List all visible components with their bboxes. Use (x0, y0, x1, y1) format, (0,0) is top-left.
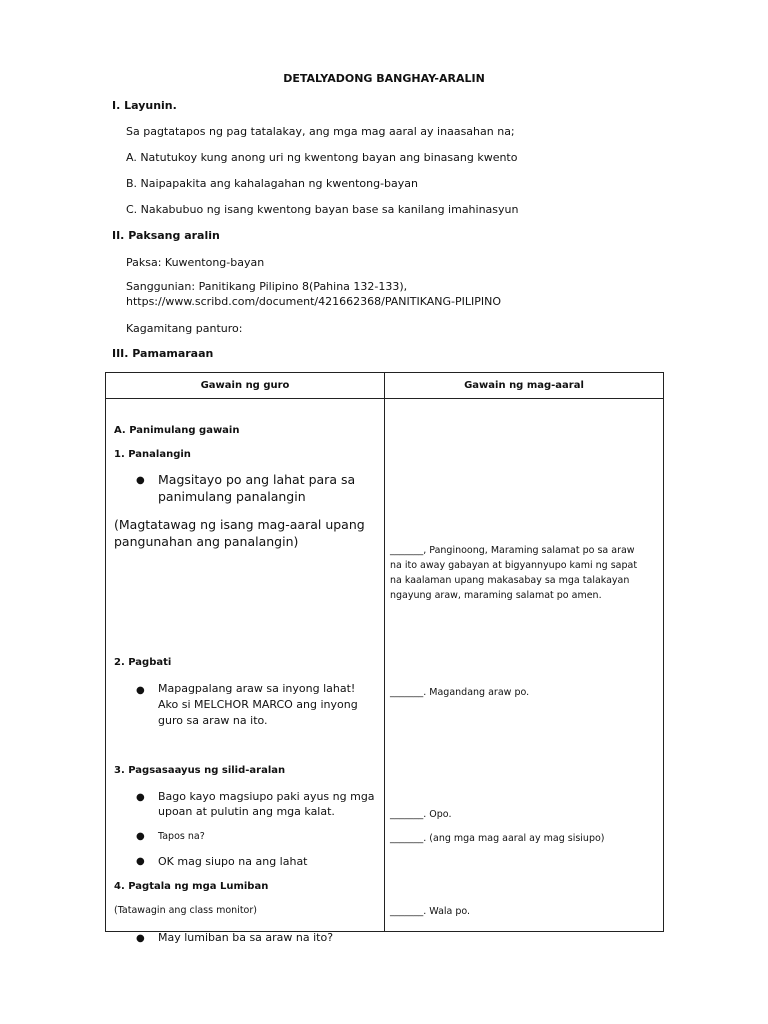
tapos-na-line: Tapos na? (158, 831, 205, 842)
panalangin-heading: 1. Panalangin (114, 449, 191, 460)
teacher-activities-cell (106, 399, 385, 944)
section-1-heading: I. Layunin. (112, 99, 177, 112)
student-activities-cell (385, 399, 664, 932)
kagamitan-line: Kagamitang panturo: (126, 322, 243, 335)
pagtala-note: (Tatawagin ang class monitor) (114, 905, 257, 916)
objectives-intro: Sa pagtatapos ng pag tatalakay, ang mga mag aaral ay inaasahan na; (126, 125, 515, 138)
bullet-icon: ● (136, 856, 145, 867)
bullet-icon: ● (136, 792, 145, 803)
student-absent: _______. Wala po. (390, 906, 471, 917)
bullet-icon: ● (136, 831, 145, 842)
lumiban-question: May lumiban ba sa araw na ito? (158, 931, 334, 944)
teacher-column-header: Gawain ng guro (106, 373, 385, 399)
sanggunian-url: https://www.scribd.com/document/421662368/PANITIKANG-PILIPINO (126, 295, 501, 308)
objective-a: A. Natutukoy kung anong uri ng kwentong bayan ang binasang kwento (126, 151, 518, 164)
student-prayer-3: na kaalaman upang makasabay sa mga talakayan (390, 575, 630, 586)
pagbati-line-2: Ako si MELCHOR MARCO ang inyong (158, 698, 358, 711)
student-prayer-4: ngayung araw, maraming salamat po amen. (390, 590, 602, 601)
panalangin-instruction-2: panimulang panalangin (158, 489, 306, 504)
pagtala-heading: 4. Pagtala ng mga Lumiban (114, 881, 269, 892)
lesson-procedure-table (105, 372, 664, 944)
section-3-heading: III. Pamamaraan (112, 347, 214, 360)
objective-c: C. Nakabubuo ng isang kwentong bayan base sa kanilang imahinasyun (126, 203, 519, 216)
student-prayer-1: _______, Panginoong, Maraming salamat po sa araw (390, 545, 635, 556)
panimulang-gawain-heading: A. Panimulang gawain (114, 425, 240, 436)
pagsasaayus-heading: 3. Pagsasaayus ng silid-aralan (114, 765, 286, 776)
panalangin-instruction-1: Magsitayo po ang lahat para sa (158, 472, 356, 487)
bullet-icon: ● (136, 933, 145, 944)
pagbati-line-1: Mapagpalang araw sa inyong lahat! (158, 682, 356, 695)
pagbati-heading: 2. Pagbati (114, 657, 172, 668)
bullet-icon: ● (136, 685, 145, 696)
pagbati-line-3: guro sa araw na ito. (158, 714, 268, 727)
panalangin-note-2: pangunahan ang panalangin) (114, 534, 299, 549)
objective-b: B. Naipapakita ang kahalagahan ng kwentong-bayan (126, 177, 418, 190)
pagsasaayus-line-1: Bago kayo magsiupo paki ayus ng mga (158, 790, 375, 803)
mag-siupo-line: OK mag siupo na ang lahat (158, 855, 308, 868)
student-prayer-2: na ito away gabayan at bigyannyupo kami ng sapat (390, 560, 638, 571)
section-2-heading: II. Paksang aralin (112, 229, 220, 242)
student-greeting: _______. Magandang araw po. (390, 687, 530, 698)
student-sit: _______. (ang mga mag aaral ay mag sisiupo) (390, 833, 605, 844)
paksa-line: Paksa: Kuwentong-bayan (126, 256, 265, 269)
student-column-header: Gawain ng mag-aaral (385, 373, 664, 399)
document-title: DETALYADONG BANGHAY-ARALIN (283, 72, 485, 85)
sanggunian-line: Sanggunian: Panitikang Pilipino 8(Pahina 132-133), (126, 280, 408, 293)
pagsasaayus-line-2: upoan at pulutin ang mga kalat. (158, 805, 335, 818)
student-opo: _______. Opo. (390, 809, 452, 820)
bullet-icon: ● (136, 475, 145, 486)
panalangin-note-1: (Magtatawag ng isang mag-aaral upang (114, 517, 365, 532)
